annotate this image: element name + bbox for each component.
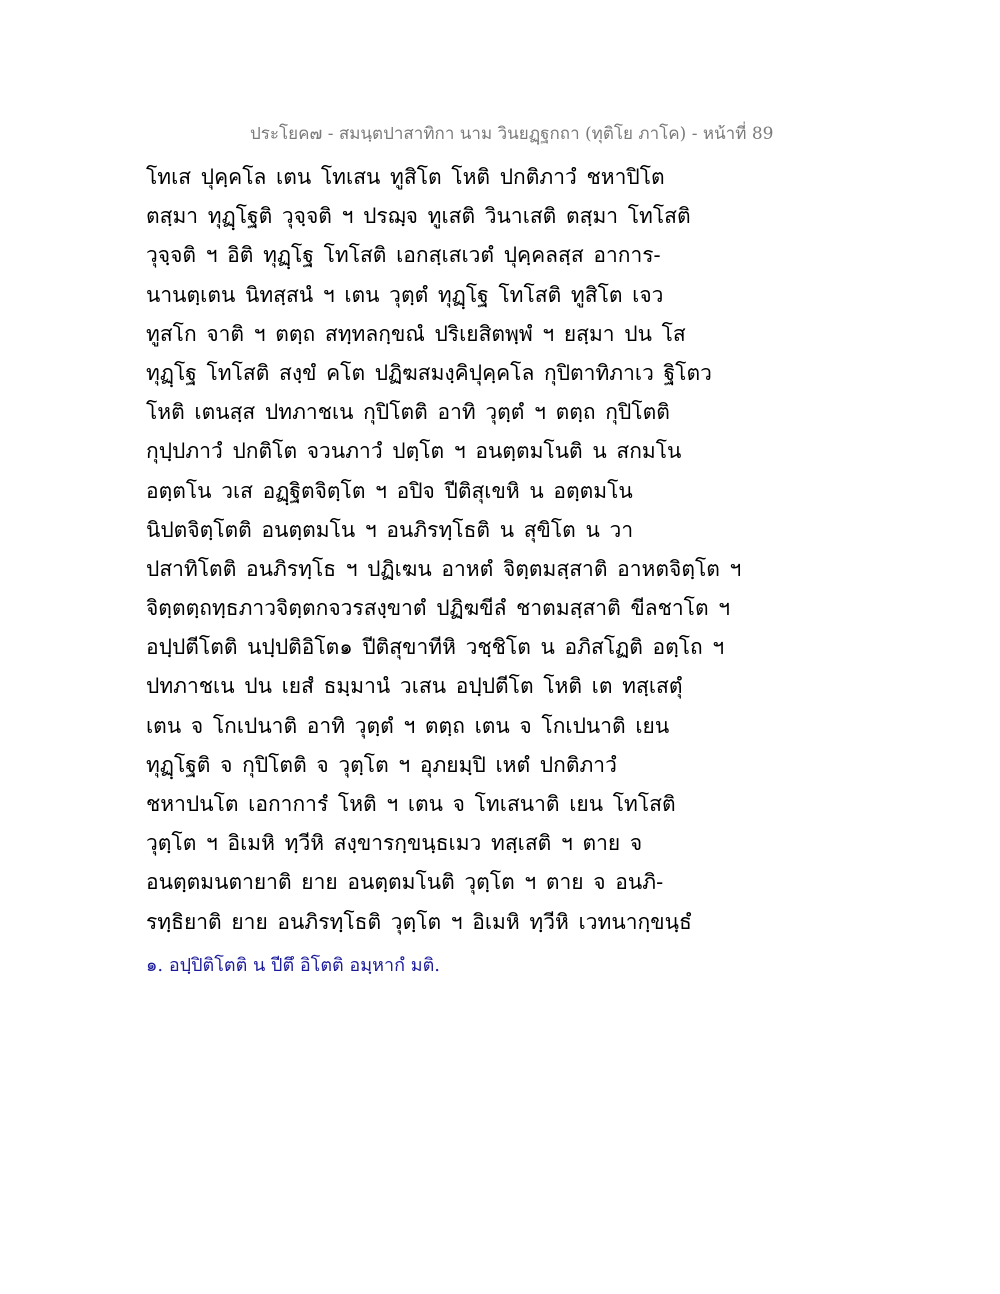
text-line: อปฺปตีโตติ นปฺปติอิโต๑ ปีติสุขาทีหิ วชฺชิโต น อภิสโฏติ อตฺโถ ฯ — [146, 635, 725, 660]
text-line: ทูสโก จาติ ฯ ตตฺถ สทฺทลกฺขณํ ปริเยสิตพฺพํ ฯ ยสฺมา ปน โส — [146, 321, 686, 346]
text-line: ตสฺมา ทุฏฺโฐติ วุจฺจติ ฯ ปรฌฺจ ทูเสติ วินาเสติ ตสฺมา โทโสติ — [146, 204, 691, 229]
text-line: เตน จ โกเปนาติ อาทิ วุตฺตํ ฯ ตตฺถ เตน จ โกเปนาติ เยน — [146, 713, 670, 738]
footnote: ๑. อปฺปิติโตติ น ปีตึ อิโตติ อมฺหากํ มติ. — [146, 955, 440, 976]
text-line: โทเส ปุคฺคโล เตน โทเสน ทูสิโต โหติ ปกติภาวํ ชหาปิโต — [146, 165, 665, 189]
text-line: กุปฺปภาวํ ปกติโต จวนภาวํ ปตฺโต ฯ อนตฺตมโนติ น สกมโน — [146, 439, 682, 464]
text-line: นิปตจิตฺโตติ อนตฺตมโน ฯ อนภิรทฺโธติ น สุขิโต น วา — [146, 517, 634, 542]
text-line: ปสาทิโตติ อนภิรทฺโธ ฯ ปฏิเฆน อาหตํ จิตฺตมสฺสาติ อาหตจิตฺโต ฯ — [146, 556, 742, 581]
text-line: ปทภาชเน ปน เยสํ ธมฺมานํ วเสน อปฺปตีโต โหติ เต ทสฺเสตุํ — [146, 674, 683, 699]
body-text — [146, 158, 742, 942]
text-line: ทุฏฺโฐติ จ กุปิโตติ จ วุตฺโต ฯ อุภยมฺปิ เหตํ ปกติภาวํ — [146, 752, 617, 777]
text-line: ทุฏฺโฐ โทโสติ สงฺขํ คโต ปฏิฆสมงฺคิปุคฺคโล กุปิตาทิภาเว ฐิโตว — [146, 360, 712, 385]
text-line: วุตฺโต ฯ อิเมหิ ทฺวีหิ สงฺขารกฺขนฺธเมว ทสฺเสติ ฯ ตาย จ — [146, 831, 643, 856]
text-line: วุจฺจติ ฯ อิติ ทุฏฺโฐ โทโสติ เอกสฺเสเวตํ ปุคฺคลสฺส อาการ- — [146, 243, 661, 268]
text-line: รทฺธิยาติ ยาย อนภิรทฺโธติ วุตฺโต ฯ อิเมหิ ทฺวีหิ เวทนากฺขนฺธํ — [146, 909, 692, 934]
text-line: อนตฺตมนตายาติ ยาย อนตฺตมโนติ วุตฺโต ฯ ตาย จ อนภิ- — [146, 870, 664, 895]
text-line: อตฺตโน วเส อฏฺฐิตจิตฺโต ฯ อปิจ ปีติสุเขหิ น อตฺตมโน — [146, 478, 633, 503]
text-line: จิตฺตตฺถทฺธภาวจิตฺตกจวรสงฺขาตํ ปฏิฆขีลํ ชาตมสฺสาติ ขีลชาโต ฯ — [146, 596, 731, 621]
text-line: โหติ เตนสฺส ปทภาชเน กุปิโตติ อาทิ วุตฺตํ ฯ ตตฺถ กุปิโตติ — [146, 400, 670, 425]
text-line: ชหาปนโต เอกาการํ โหติ ฯ เตน จ โทเสนาติ เยน โทโสติ — [146, 792, 676, 816]
text-line: นานตฺเตน นิทสฺสนํ ฯ เตน วุตฺตํ ทุฏฺโฐ โทโสติ ทูสิโต เจว — [146, 282, 664, 307]
running-header: ประโยค๗ - สมนฺตปาสาทิกา นาม วินยฏฺฐกถา (ทุติโย ภาโค) - หน้าที่ 89 — [250, 124, 774, 144]
